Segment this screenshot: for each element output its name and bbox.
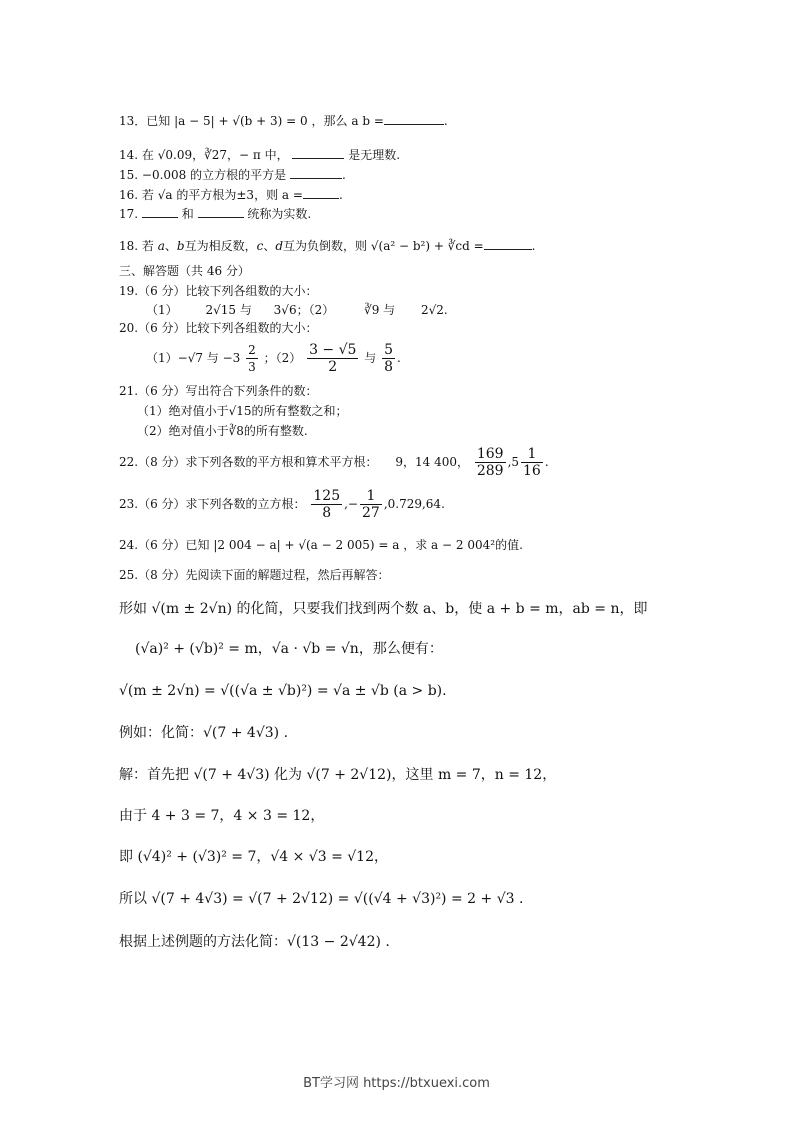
q22-numbers: 9，14 400，: [395, 455, 469, 469]
solution-line-4: 所以 √(7 + 4√3) = √(7 + 2√12) = √((√4 + √3)²) = 2 + √3 .: [119, 891, 524, 907]
q19-expr-2: 3√6；（2）: [273, 303, 335, 317]
q18-expression: √(a² − b²) + ∛cd =: [370, 239, 484, 253]
answer-blank: [384, 110, 444, 125]
numerator: 2: [248, 343, 256, 357]
q23-middle: ,−: [344, 497, 358, 511]
denominator: 16: [523, 463, 541, 479]
q19-expr-4: 2√2.: [421, 303, 448, 317]
var-b: b: [176, 239, 185, 253]
q18-sep-3: 、: [263, 239, 276, 253]
q24-end: 的值.: [495, 538, 523, 552]
numerator: 1: [360, 488, 382, 505]
var-a: a: [157, 239, 165, 253]
question-20: 20.（6 分）比较下列各组数的大小：: [119, 321, 318, 335]
q14-prefix: 14. 在: [119, 148, 154, 162]
footer-watermark: BT学习网 https://btxuexi.com: [303, 1076, 490, 1091]
q23-end: ,0.729,64.: [383, 497, 445, 511]
q24-prefix: 24.（6 分）已知: [119, 538, 210, 552]
q24-middle: ，求: [403, 538, 428, 552]
var-d: d: [275, 239, 284, 253]
q17-prefix: 17.: [119, 207, 142, 221]
answer-blank: [290, 164, 342, 179]
q24-expression: |2 004 − a| + √(a − 2 005) = a: [213, 538, 400, 552]
denominator: 3: [248, 360, 256, 374]
denominator: 8: [322, 505, 332, 521]
q16-middle: 的平方根为±3，则: [176, 188, 279, 202]
question-19: 19.（6 分）比较下列各组数的大小：: [119, 284, 318, 298]
question-20-parts: [146, 340, 401, 376]
q22-end: .: [544, 455, 549, 469]
q13-expression: |a − 5| + √(b + 3) = 0: [174, 114, 308, 128]
task-line: 根据上述例题的方法化简：√(13 − 2√42) .: [119, 934, 390, 950]
denominator: 2: [328, 359, 338, 375]
q19-part-1: （1）: [146, 303, 178, 317]
question-18: [119, 235, 535, 255]
q15-prefix: 15.: [119, 168, 142, 182]
fraction: [307, 342, 358, 375]
fraction: [311, 488, 342, 521]
q14-expression: √0.09，∛27，− π: [157, 148, 261, 162]
numerator: 125: [313, 488, 341, 504]
answer-blank: [142, 203, 178, 218]
denominator: 8: [384, 359, 394, 375]
q20-part-2: ；（2）: [263, 351, 302, 365]
fraction: [360, 488, 382, 521]
example-line: 例如：化简：√(7 + 4√3) .: [119, 725, 289, 741]
q16-expression: √a: [157, 188, 173, 202]
q19-expr-1: 2√15 与: [205, 303, 252, 317]
solution-line-3: 即 (√4)² + (√3)² = 7，√4 × √3 = √12，: [119, 849, 389, 865]
q18-sep-1: 、: [164, 239, 177, 253]
answer-blank: [484, 235, 532, 250]
numerator: 169: [476, 446, 504, 462]
q20-part-1: （1）−√7 与 −3: [146, 351, 241, 365]
q17-middle-1: 和: [181, 207, 194, 221]
question-21: 21.（6 分）写出符合下列条件的数：: [119, 384, 318, 398]
question-17: [119, 203, 311, 223]
question-25: 25.（8 分）先阅读下面的解题过程，然后再解答：: [119, 568, 390, 582]
q13-target: a b =: [351, 114, 384, 128]
numerator: 1: [521, 446, 543, 463]
passage-line-3: √(m ± 2√n) = √((√a ± √b)²) = √a ± √b (a > b).: [119, 683, 447, 699]
question-16: [119, 184, 343, 204]
q14-middle: 中，: [264, 148, 289, 162]
question-22: [119, 442, 549, 482]
solution-line-2: 由于 4 + 3 = 7，4 × 3 = 12，: [119, 808, 325, 824]
denominator: 27: [361, 505, 380, 521]
question-13: [119, 110, 448, 130]
answer-blank: [303, 184, 339, 199]
question-23: [119, 484, 445, 524]
denominator: 289: [476, 463, 504, 479]
q24-target: a − 2 004²: [431, 538, 496, 552]
var-c: c: [256, 239, 264, 253]
q15-expression: −0.008: [141, 168, 187, 182]
q22-middle: ,5: [507, 455, 520, 469]
q23-text: 23.（6 分）求下列各数的立方根：: [119, 497, 306, 511]
fraction: [521, 446, 543, 479]
q15-end: .: [342, 168, 346, 182]
q13-prefix: 13．已知: [119, 114, 171, 128]
q13-middle: ，那么: [311, 114, 348, 128]
q20-end: .: [397, 351, 401, 365]
q16-end: .: [338, 188, 343, 202]
question-21-part-1: （1）绝对值小于√15的所有整数之和；: [137, 404, 348, 418]
q18-prefix: 18. 若: [119, 239, 154, 253]
fraction: [246, 342, 258, 375]
q14-tail: 是无理数.: [348, 148, 401, 162]
question-19-parts: [146, 301, 448, 319]
q17-middle-2: 统称为实数.: [247, 207, 312, 221]
answer-blank: [292, 144, 344, 159]
numerator: 5: [384, 342, 394, 358]
q18-end: .: [531, 239, 536, 253]
q22-text: 22.（8 分）求下列各数的平方根和算术平方根：: [119, 455, 378, 469]
section-heading: 三、解答题（共 46 分）: [119, 264, 250, 278]
q16-target: a =: [281, 188, 303, 202]
fraction: [475, 446, 506, 479]
q13-end: .: [443, 114, 448, 128]
passage-line-1: 形如 √(m ± 2√n) 的化简，只要我们找到两个数 a、b，使 a + b = m，ab = n，即: [119, 601, 648, 617]
solution-line-1: 解：首先把 √(7 + 4√3) 化为 √(7 + 2√12)，这里 m = 7，n = 12，: [119, 767, 557, 783]
q16-prefix: 16. 若: [119, 188, 154, 202]
question-14: [119, 144, 400, 164]
fraction: [382, 342, 395, 375]
q18-text-2: 互为相反数，: [184, 239, 257, 253]
passage-line-2: (√a)² + (√b)² = m，√a · √b = √n，那么便有：: [135, 641, 443, 657]
q15-middle: 的立方根的平方是: [190, 168, 287, 182]
question-24: [119, 536, 523, 554]
q20-part-3: 与: [364, 351, 377, 365]
q19-expr-3: ∛9 与: [364, 303, 396, 317]
answer-blank: [198, 203, 244, 218]
question-21-part-2: （2）绝对值小于∛8的所有整数.: [137, 424, 308, 438]
numerator: 3 − √5: [309, 342, 357, 358]
question-15: [119, 164, 346, 184]
q18-text-4: 互为负倒数，则: [283, 239, 368, 253]
